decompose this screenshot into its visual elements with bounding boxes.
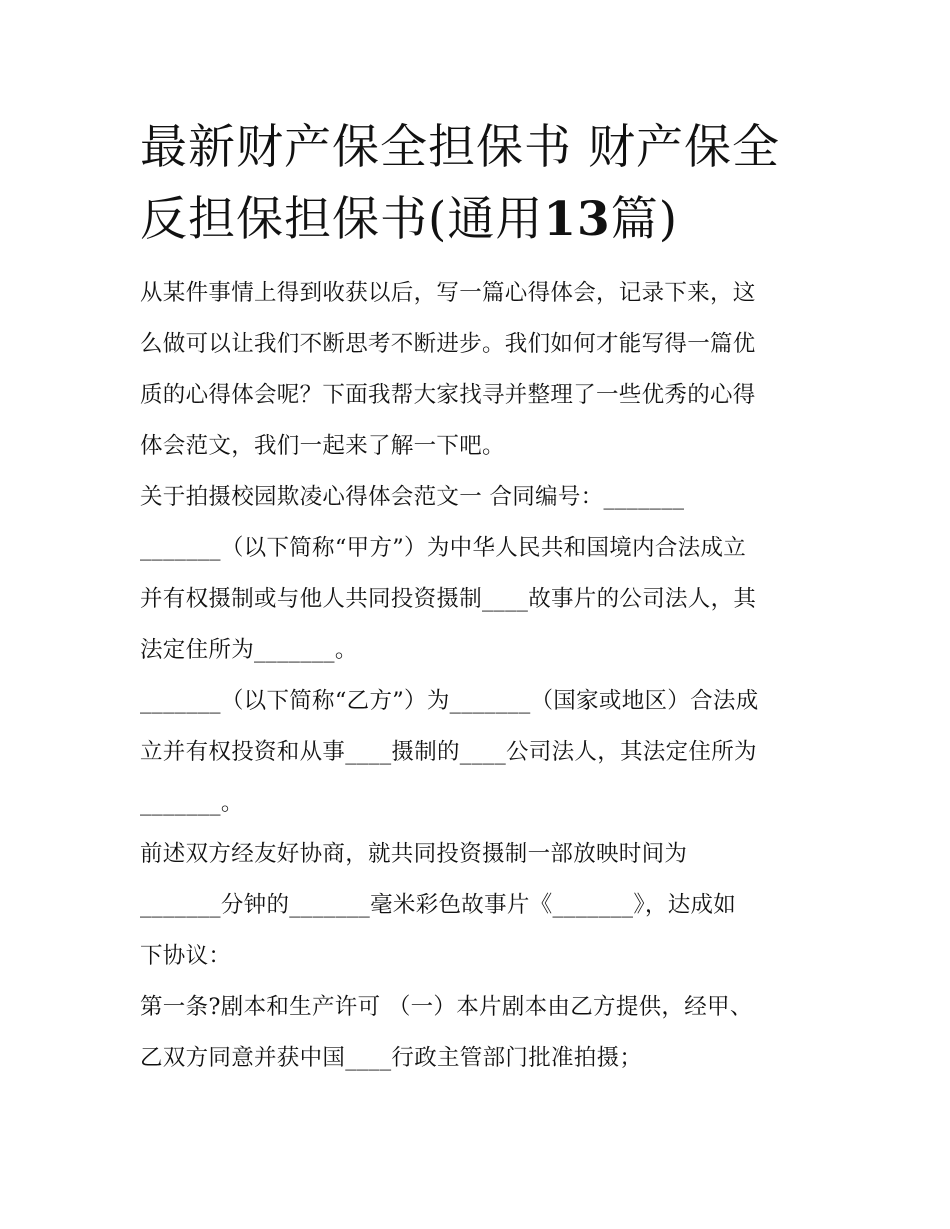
contract-party-a-paragraph [140,472,816,676]
text-line: _______（以下简称“乙方”）为_______（国家或地区）合法成 [140,688,759,714]
title-line-2 [140,184,816,256]
text-line: 立并有权投资和从事____摄制的____公司法人，其法定住所为 [140,739,757,765]
text-line: _______。 [140,790,244,816]
title-line-2-suffix: 篇) [610,192,679,247]
document-page [140,112,816,1084]
title-count: 13 [543,192,611,247]
article-one-paragraph [140,982,816,1084]
text-line: 体会范文，我们一起来了解一下吧。 [140,433,505,459]
agreement-paragraph [140,829,816,982]
text-line: 第一条?剧本和生产许可 （一）本片剧本由乙方提供，经甲、 [140,994,753,1020]
text-line: 并有权摄制或与他人共同投资摄制____故事片的公司法人，其 [140,586,757,612]
text-line: 法定住所为_______。 [140,637,358,663]
contract-party-b-paragraph [140,676,816,829]
document-title [140,112,816,256]
title-line-1: 最新财产保全担保书 财产保全 [140,120,780,175]
text-line: 从某件事情上得到收获以后，写一篇心得体会，记录下来，这 [140,280,756,306]
text-line: 关于拍摄校园欺凌心得体会范文一 合同编号：_______ [140,484,685,510]
intro-paragraph [140,268,816,472]
text-line: 乙双方同意并获中国____行政主管部门批准拍摄； [140,1045,643,1071]
text-line: _______分钟的_______毫米彩色故事片《_______》，达成如 [140,892,737,918]
text-line: 前述双方经友好协商，就共同投资摄制一部放映时间为 [140,841,688,867]
text-line: _______（以下简称“甲方”）为中华人民共和国境内合法成立 [140,535,747,561]
text-line: 下协议： [140,943,232,969]
text-line: 质的心得体会呢？下面我帮大家找寻并整理了一些优秀的心得 [140,382,756,408]
text-line: 么做可以让我们不断思考不断进步。我们如何才能写得一篇优 [140,331,756,357]
title-line-2-text: 反担保担保书(通用 [140,192,544,247]
